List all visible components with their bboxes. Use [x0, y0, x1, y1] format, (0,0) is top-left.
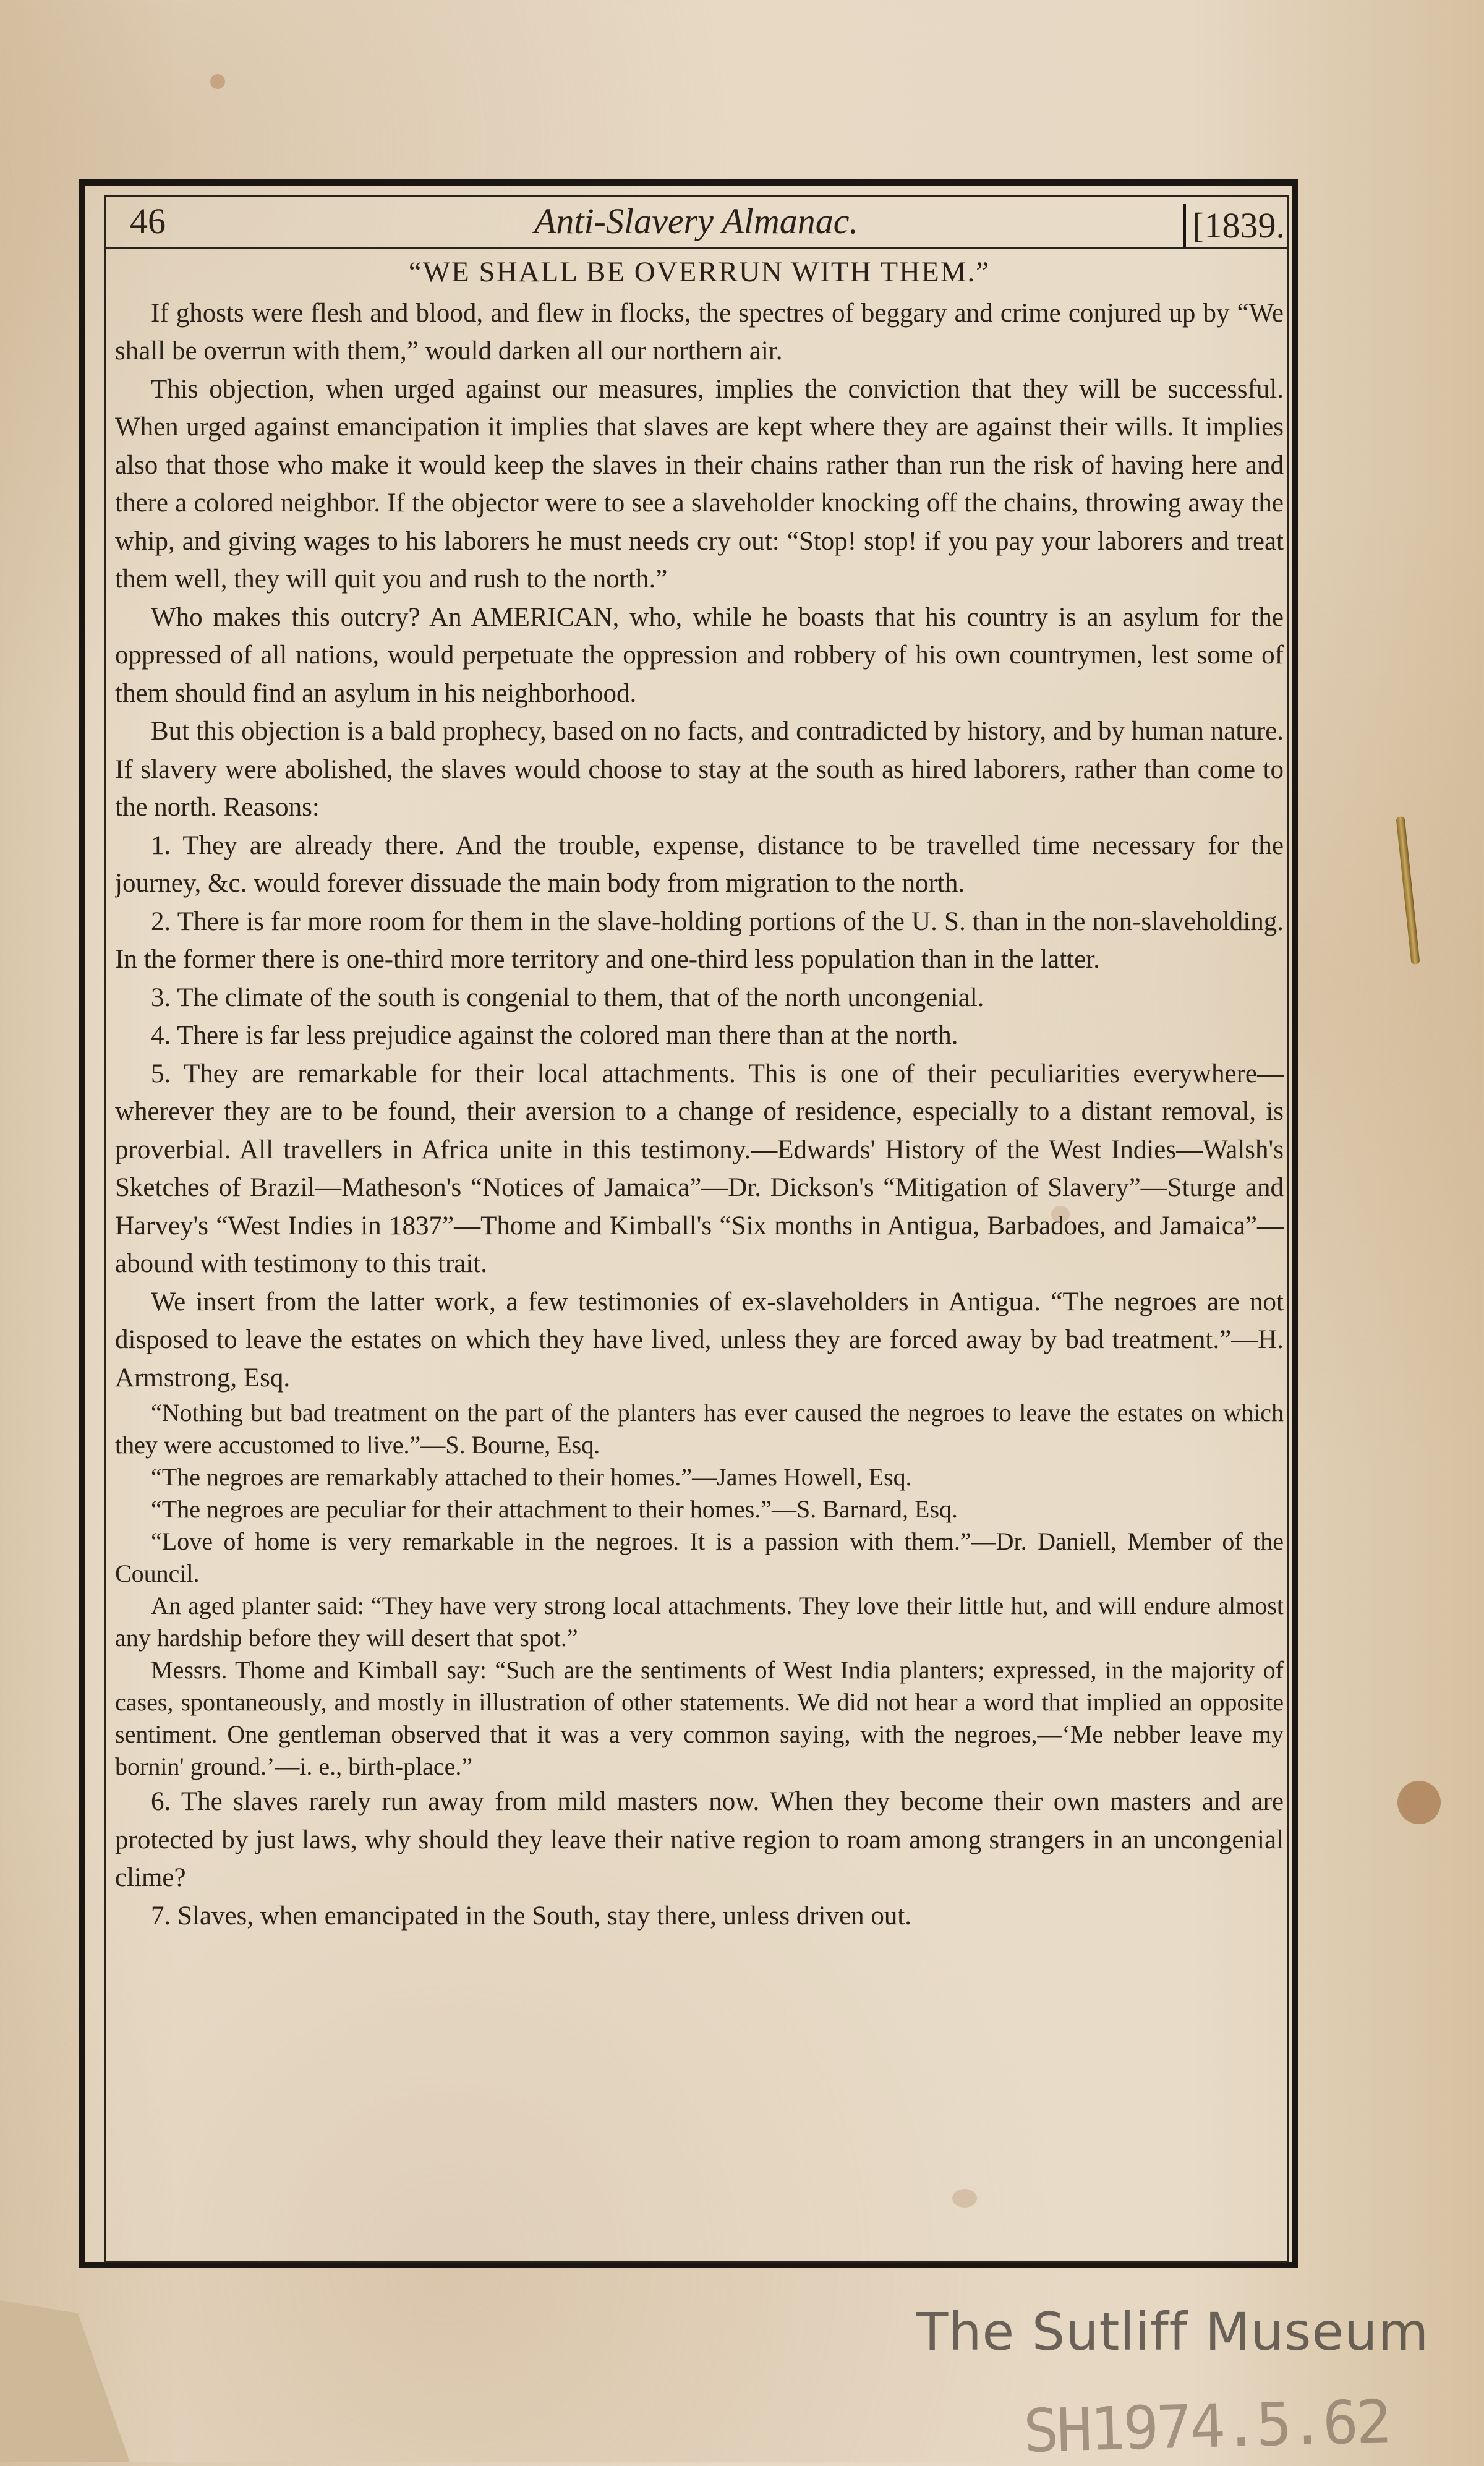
reason-5: 5. They are remarkable for their local attachments. This is one of their peculiarities everywhere—wherever they are to be found, their aversion to a change of residence, especially to a distant removal, is proverbial. All travellers in Africa unite in this testimony.—Edwards' History of the West Indies—Walsh's Sketches of Brazil—Matheson's “Notices of Jamaica”—Dr. Dickson's “Mitigation of Slavery”—Sturge and Harvey's “West Indies in 1837”—Thome and Kimball's “Six months in Antigua, Barbadoes, and Jamaica”—abound with testimony to this trait. [115, 1059, 1284, 1278]
binding-staple [1396, 816, 1420, 965]
stain-spot [210, 74, 225, 89]
running-title: Anti-Slavery Almanac. [534, 201, 858, 241]
reason-6: 6. The slaves rarely run away from mild masters now. When they become their own masters and are protected by just laws, why should they leave their native region to roam among strangers in an uncongenial clime? [115, 1787, 1284, 1892]
year-label: [1839. [1183, 204, 1289, 247]
torn-corner [0, 2300, 130, 2462]
museum-watermark: The Sutliff Museum [916, 2302, 1430, 2362]
paragraph: This objection, when urged against our measures, implies the conviction that they will be successful. When urged against emancipation it implies that slaves are kept where they are against their wills. It implies also that those who make it would keep the slaves in their chains rather than run the risk of having here and there a colored neighbor. If the objector were to see a slaveholder knocking off the chains, throwing away the whip, and giving wages to his laborers he must needs cry out: “Stop! stop! if you pay your laborers and treat them well, they will quit you and rush to the north.” [115, 374, 1284, 594]
accession-number: SH1974.5.62 [1022, 2387, 1391, 2466]
testimony: “The negroes are peculiar for their attachment to their homes.”—S. Barnard, Esq. [151, 1495, 958, 1523]
paragraph: If ghosts were flesh and blood, and flew in flocks, the spectres of beggary and crime conjured up by “We shall be overrun with them,” would darken all our northern air. [115, 298, 1284, 365]
reason-2: 2. There is far more room for them in the slave-holding portions of the U. S. than in the non-slaveholding. In the former there is one-third more territory and one-third less population than in the latter. [115, 907, 1284, 974]
reason-3: 3. The climate of the south is congenial to them, that of the north uncongenial. [151, 983, 984, 1012]
paragraph: Who makes this outcry? An AMERICAN, who, while he boasts that his country is an asylum for the oppressed of all nations, would perpetuate the oppression and robbery of his own countrymen, lest some of them should find an asylum in his neighborhood. [115, 602, 1284, 708]
paragraph: Messrs. Thome and Kimball say: “Such are the sentiments of West India planters; expressed, in the majority of cases, spontaneously, and mostly in illustration of other statements. We did not hear a word that implied an opposite sentiment. One gentleman observed that it was a very common saying, with the negroes,—‘Me nebber leave my bornin' ground.’—i. e., birth-place.” [115, 1656, 1284, 1780]
testimony: “Nothing but bad treatment on the part of the planters has ever caused the negroes to leave the estates on which they were accustomed to live.”—S. Bourne, Esq. [115, 1399, 1284, 1459]
running-header [104, 195, 1289, 249]
testimonies [115, 1397, 1284, 1783]
stain-spot [1397, 1781, 1441, 1824]
reason-7: 7. Slaves, when emancipated in the South, stay there, unless driven out. [151, 1901, 912, 1931]
paragraph: We insert from the latter work, a few testimonies of ex-slaveholders in Antigua. “The negroes are not disposed to leave the estates on which they have lived, unless they are forced away by bad treatment.”—H. Armstrong, Esq. [115, 1287, 1284, 1393]
paragraph: But this objection is a bald prophecy, based on no facts, and contradicted by history, and by human nature. If slavery were abolished, the slaves would choose to stay at the south as hired laborers, rather than come to the north. Reasons: [115, 717, 1284, 822]
reason-1: 1. They are already there. And the trouble, expense, distance to be travelled time necessary for the journey, &c. would forever dissuade the main body from migration to the north. [115, 830, 1284, 898]
article-title: “WE SHALL BE OVERRUN WITH THEM.” [408, 256, 991, 288]
paragraph: An aged planter said: “They have very strong local attachments. They love their little hut, and will endure almost any hardship before they will desert that spot.” [115, 1592, 1284, 1652]
testimony: “The negroes are remarkably attached to their homes.”—James Howell, Esq. [151, 1463, 912, 1491]
page-number: 46 [130, 201, 166, 241]
testimony: “Love of home is very remarkable in the negroes. It is a passion with them.”—Dr. Daniell, Member of the Council. [115, 1527, 1284, 1587]
reason-4: 4. There is far less prejudice against the colored man there than at the north. [151, 1021, 958, 1050]
article-body [115, 254, 1284, 2257]
